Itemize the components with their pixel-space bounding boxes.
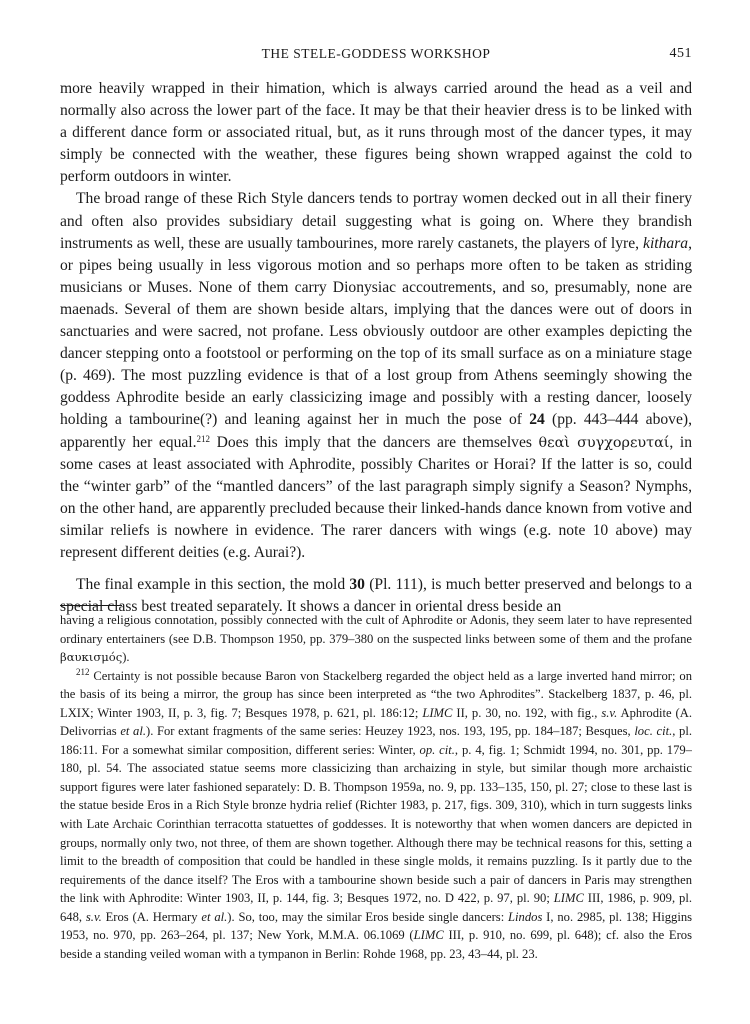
main-text	[60, 78, 692, 618]
footnote-continuation	[60, 611, 692, 667]
running-header	[60, 40, 692, 66]
catalogue-ref: 24	[529, 411, 545, 429]
footnote-number: 212	[76, 666, 90, 677]
italic-abbrev: et al.	[120, 724, 146, 739]
italic-abbrev: op. cit.	[419, 742, 455, 757]
italic-abbrev: LIMC	[422, 705, 453, 720]
text-run: Does this imply that the dancers are themselves	[210, 433, 539, 451]
page	[60, 0, 692, 1024]
text-run: (Pl. 111), is much better preserved and belongs to a special class best treated separately. It shows a dancer in oriental dress beside an	[60, 576, 692, 616]
italic-abbrev: loc. cit.	[634, 724, 673, 739]
italic-abbrev: LIMC	[553, 891, 584, 906]
text-run: III, p. 910, no. 699, pl. 648); cf. also the Eros beside a standing veiled woman with a tympanon in Berlin: Rohde 1968, pp. 23, 43–44, pl. 23.	[60, 928, 692, 961]
text-run: Certainty is not possible because Baron von Stackelberg regarded the object held as a large inverted hand mirror; on the basis of its being a mirror, the group has since been interpreted as “the two Aphrodites”. Stackelberg 1837, p. 46, pl. LXIX; Winter 1903, II, p. 3, fig. 7; Besques 1978, p. 621, pl. 186:12;	[60, 668, 692, 720]
italic-abbrev: LIMC	[413, 928, 444, 943]
greek-word: βαυκισμός	[60, 650, 123, 665]
text-run: ). So, too, may the similar Eros beside single dancers:	[227, 909, 509, 924]
text-run: ).	[122, 650, 130, 665]
running-title: THE STELE-GODDESS WORKSHOP	[261, 46, 491, 61]
text-run: (pp. 443–444 above), apparently her equal.	[60, 411, 692, 451]
text-run: III, 1986, p. 909, pl. 648,	[60, 891, 692, 924]
paragraph-1: more heavily wrapped in their himation, which is always carried around the head as a veil and normally also across the lower part of the face. It may be that their heavier dress is to be linked with a different dance form or associated ritual, but, as it runs through most of the dancer types, it may simply be connected with the weather, these figures being shown wrapped against the cold to perform outdoors in winter.	[60, 80, 692, 186]
text-run: , in some cases at least associated with Aphrodite, possibly Charites or Horai? If the latter is so, could the “winter garb” of the “mantled dancers” of the last paragraph simply signify a Season? Nymphs, on the other hand, are apparently precluded because their linked-hands dance known from votive and similar reliefs is nowhere in evidence. The rarer dancers with wings (e.g. note 10 above) may represent different deities (e.g. Aurai?).	[60, 433, 692, 561]
text-run: Eros (A. Hermary	[101, 909, 202, 924]
text-run: The broad range of these Rich Style dancers tends to portray women decked out in all their finery and often also provides subsidiary detail suggesting what is going on. Where they brandish instruments as well, these are usually tambourines, more rarely castanets, the players of lyre,	[60, 190, 692, 252]
text-run: , or pipes being usually in less vigorous motion and so perhaps more often to be taken as striding musicians or Muses. None of them carry Dionysiac accoutrements, and so, presumably, none are maenads. Several of them are shown beside altars, implying that the dances were out of doors in sanctuaries and were sacred, not profane. Less obviously outdoor are other examples depicting the dancer stepping onto a footstool or performing on the top of its small surface as on a miniature stage (p. 469). The most puzzling evidence is that of a lost group from Athens seemingly showing the goddess Aphrodite beside an early classicizing image and possibly with a resting dancer, loosely holding a tambourine(?) and leaning against her in much the pose of	[60, 234, 692, 429]
greek-phrase: θεαὶ συγχορευταί	[538, 434, 670, 451]
footnote-212	[60, 667, 692, 964]
italic-abbrev: s.v.	[601, 705, 618, 720]
italic-title: Lindos	[508, 909, 543, 924]
paragraph-2	[60, 188, 692, 564]
footnote-marker[interactable]: 212	[196, 433, 211, 444]
text-run: having a religious connotation, possibly connected with the cult of Aphrodite or Adonis, they seem later to have represented ordinary entertainers (see D.B. Thompson 1950, pp. 379–380 on the suspected links between some of them and the profane	[60, 613, 692, 646]
text-run: II, p. 30, no. 192, with fig.,	[452, 705, 602, 720]
page-number: 451	[669, 46, 692, 61]
footnote-rule	[60, 605, 122, 606]
italic-abbrev: s.v.	[85, 909, 102, 924]
italic-term: kithara	[643, 234, 689, 252]
text-run: ). For extant fragments of the same series: Heuzey 1923, nos. 193, 195, pp. 184–187; Besques,	[146, 724, 635, 739]
text-run: Aphrodite (A. Delivorrias	[60, 705, 692, 739]
text-run: , pl. 186:11. For a somewhat similar composition, different series: Winter,	[60, 724, 692, 757]
italic-abbrev: et al.	[201, 909, 228, 924]
footnotes	[60, 611, 692, 963]
text-run: The final example in this section, the mold	[76, 576, 350, 594]
text-run: , p. 4, fig. 1; Schmidt 1994, no. 301, pp. 179–180, pl. 54. The associated statue seems more classicizing than archaizing in style, but similar though more archaistic support figures were later fashioned separately: D. B. Thompson 1959a, no. 9, pp. 133–135, 150, pl. 27; close to these last is the statue beside Eros in a Rich Style bronze hydria relief (Richter 1983, p. 217, figs. 309, 310), which in turn suggests links with Late Archaic Corinthian terracotta statuettes of goddesses. It is noteworthy that when women dancers are depicted in groups, normally only two, not three, of them are shown together. Although there may be technical reasons for this, setting a limit to the breadth of composition that could be handled in these single molds, it remains puzzling. Is it partly due to the requirements of the dance itself? The Eros with a tambourine shown beside such a pair of dancers in Paris may strengthen the link with Aphrodite: Winter 1903, II, p. 144, fig. 3; Besques 1972, no. D 422, p. 97, pl. 90;	[60, 742, 692, 906]
text-run: I, no. 2985, pl. 138; Higgins 1953, no. 970, pp. 263–264, pl. 137; New York, M.M.A. 06.1069 (	[60, 909, 693, 943]
catalogue-ref: 30	[349, 576, 365, 594]
